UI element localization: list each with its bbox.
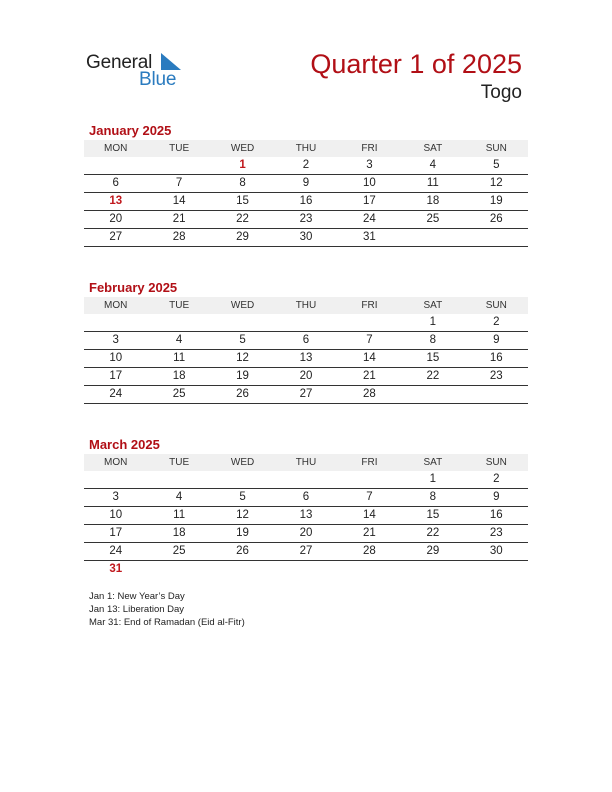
day-cell: 14 <box>147 193 210 211</box>
day-cell: 4 <box>147 332 210 350</box>
holiday-note: Jan 13: Liberation Day <box>89 604 185 615</box>
day-cell: 9 <box>465 489 528 507</box>
country-name: Togo <box>480 82 522 103</box>
weekday-header: THU <box>274 454 337 471</box>
empty-day-cell <box>338 471 401 489</box>
holiday-note: Mar 31: End of Ramadan (Eid al-Fitr) <box>89 617 245 628</box>
empty-day-cell <box>147 314 210 332</box>
day-cell: 22 <box>211 211 274 229</box>
day-cell: 22 <box>401 368 464 386</box>
weekday-header: WED <box>211 297 274 314</box>
day-cell: 1 <box>401 471 464 489</box>
empty-day-cell <box>84 471 147 489</box>
day-cell: 16 <box>274 193 337 211</box>
day-cell: 11 <box>147 350 210 368</box>
day-cell: 12 <box>211 350 274 368</box>
empty-day-cell <box>147 471 210 489</box>
day-cell: 13 <box>274 507 337 525</box>
empty-day-cell <box>401 561 464 578</box>
weekday-header: TUE <box>147 454 210 471</box>
day-cell: 28 <box>338 543 401 561</box>
day-cell: 18 <box>147 525 210 543</box>
weekday-header: FRI <box>338 454 401 471</box>
weekday-header: MON <box>84 454 147 471</box>
month-title: January 2025 <box>89 123 172 138</box>
weekday-header: FRI <box>338 297 401 314</box>
empty-day-cell <box>401 229 464 247</box>
month-title: March 2025 <box>89 437 160 452</box>
day-cell: 3 <box>84 489 147 507</box>
weekday-header: SAT <box>401 297 464 314</box>
day-cell: 15 <box>401 350 464 368</box>
weekday-header: SUN <box>465 297 528 314</box>
day-cell: 6 <box>84 175 147 193</box>
empty-day-cell <box>274 471 337 489</box>
day-cell: 15 <box>401 507 464 525</box>
day-cell: 22 <box>401 525 464 543</box>
day-cell: 18 <box>147 368 210 386</box>
day-cell: 2 <box>465 471 528 489</box>
day-cell: 3 <box>84 332 147 350</box>
holiday-notes <box>89 590 245 629</box>
day-cell: 17 <box>84 525 147 543</box>
day-cell: 31 <box>338 229 401 247</box>
day-cell: 7 <box>147 175 210 193</box>
generalblue-logo <box>86 52 196 92</box>
weekday-header: THU <box>274 140 337 157</box>
day-cell: 8 <box>401 489 464 507</box>
day-cell: 10 <box>338 175 401 193</box>
day-cell: 11 <box>401 175 464 193</box>
day-cell: 1 <box>211 157 274 175</box>
weekday-header: SUN <box>465 140 528 157</box>
empty-day-cell <box>147 157 210 175</box>
weekday-header: TUE <box>147 140 210 157</box>
empty-day-cell <box>465 229 528 247</box>
weekday-header: THU <box>274 297 337 314</box>
day-cell: 14 <box>338 507 401 525</box>
day-cell: 5 <box>211 489 274 507</box>
day-cell: 30 <box>274 229 337 247</box>
day-cell: 3 <box>338 157 401 175</box>
logo-triangle-icon <box>161 53 181 70</box>
empty-day-cell <box>338 561 401 578</box>
day-cell: 21 <box>338 525 401 543</box>
weekday-header: MON <box>84 140 147 157</box>
day-cell: 10 <box>84 350 147 368</box>
empty-day-cell <box>465 561 528 578</box>
day-cell: 23 <box>465 368 528 386</box>
day-cell: 24 <box>338 211 401 229</box>
day-cell: 4 <box>401 157 464 175</box>
calendar-grid <box>84 297 528 404</box>
weekday-header: TUE <box>147 297 210 314</box>
day-cell: 7 <box>338 332 401 350</box>
day-cell: 26 <box>465 211 528 229</box>
day-cell: 23 <box>274 211 337 229</box>
day-cell: 20 <box>274 525 337 543</box>
day-cell: 5 <box>211 332 274 350</box>
day-cell: 5 <box>465 157 528 175</box>
day-cell: 29 <box>401 543 464 561</box>
logo-word-general: General <box>86 52 153 73</box>
day-cell: 26 <box>211 543 274 561</box>
day-cell: 8 <box>211 175 274 193</box>
empty-day-cell <box>211 314 274 332</box>
weekday-header: SAT <box>401 140 464 157</box>
day-cell: 15 <box>211 193 274 211</box>
empty-day-cell <box>84 314 147 332</box>
day-cell: 21 <box>338 368 401 386</box>
day-cell: 19 <box>211 368 274 386</box>
day-cell: 29 <box>211 229 274 247</box>
empty-day-cell <box>211 471 274 489</box>
day-cell: 31 <box>109 563 123 575</box>
day-cell: 24 <box>84 386 147 404</box>
day-cell: 25 <box>147 386 210 404</box>
day-cell: 11 <box>147 507 210 525</box>
day-cell: 12 <box>465 175 528 193</box>
weekday-header: MON <box>84 297 147 314</box>
day-cell: 8 <box>401 332 464 350</box>
day-cell: 9 <box>274 175 337 193</box>
day-cell: 26 <box>211 386 274 404</box>
empty-day-cell <box>211 561 274 578</box>
weekday-header: FRI <box>338 140 401 157</box>
day-cell: 2 <box>274 157 337 175</box>
day-cell: 27 <box>274 386 337 404</box>
empty-day-cell <box>274 561 337 578</box>
weekday-header: SUN <box>465 454 528 471</box>
day-cell: 4 <box>147 489 210 507</box>
logo-word-blue: Blue <box>139 69 177 90</box>
day-cell: 27 <box>84 229 147 247</box>
day-cell: 16 <box>465 507 528 525</box>
day-cell: 2 <box>465 314 528 332</box>
day-cell: 16 <box>465 350 528 368</box>
day-cell: 23 <box>465 525 528 543</box>
day-cell: 20 <box>274 368 337 386</box>
month-february <box>84 279 528 404</box>
day-cell: 13 <box>84 193 147 211</box>
day-cell: 9 <box>465 332 528 350</box>
month-january <box>84 122 528 247</box>
month-title: February 2025 <box>89 280 178 295</box>
day-cell: 13 <box>274 350 337 368</box>
day-cell: 25 <box>147 543 210 561</box>
calendar-grid <box>84 454 528 578</box>
day-cell: 28 <box>338 386 401 404</box>
empty-day-cell <box>84 157 147 175</box>
day-cell: 17 <box>84 368 147 386</box>
weekday-header: WED <box>211 140 274 157</box>
page-title: Quarter 1 of 2025 <box>310 49 522 79</box>
weekday-header: SAT <box>401 454 464 471</box>
day-cell: 19 <box>465 193 528 211</box>
day-cell: 24 <box>84 543 147 561</box>
day-cell: 6 <box>274 489 337 507</box>
day-cell: 1 <box>401 314 464 332</box>
empty-day-cell <box>274 314 337 332</box>
day-cell: 6 <box>274 332 337 350</box>
day-cell: 7 <box>338 489 401 507</box>
day-cell: 25 <box>401 211 464 229</box>
day-cell: 18 <box>401 193 464 211</box>
day-cell: 21 <box>147 211 210 229</box>
day-cell: 28 <box>147 229 210 247</box>
empty-day-cell <box>401 386 464 404</box>
month-march <box>84 436 528 578</box>
weekday-header: WED <box>211 454 274 471</box>
day-cell: 30 <box>465 543 528 561</box>
day-cell: 20 <box>84 211 147 229</box>
day-cell: 19 <box>211 525 274 543</box>
holiday-note: Jan 1: New Year’s Day <box>89 591 185 602</box>
day-cell: 12 <box>211 507 274 525</box>
empty-day-cell <box>338 314 401 332</box>
empty-day-cell <box>147 561 210 578</box>
day-cell: 10 <box>84 507 147 525</box>
empty-day-cell <box>465 386 528 404</box>
day-cell: 27 <box>274 543 337 561</box>
day-cell: 17 <box>338 193 401 211</box>
day-cell: 14 <box>338 350 401 368</box>
calendar-grid <box>84 140 528 247</box>
